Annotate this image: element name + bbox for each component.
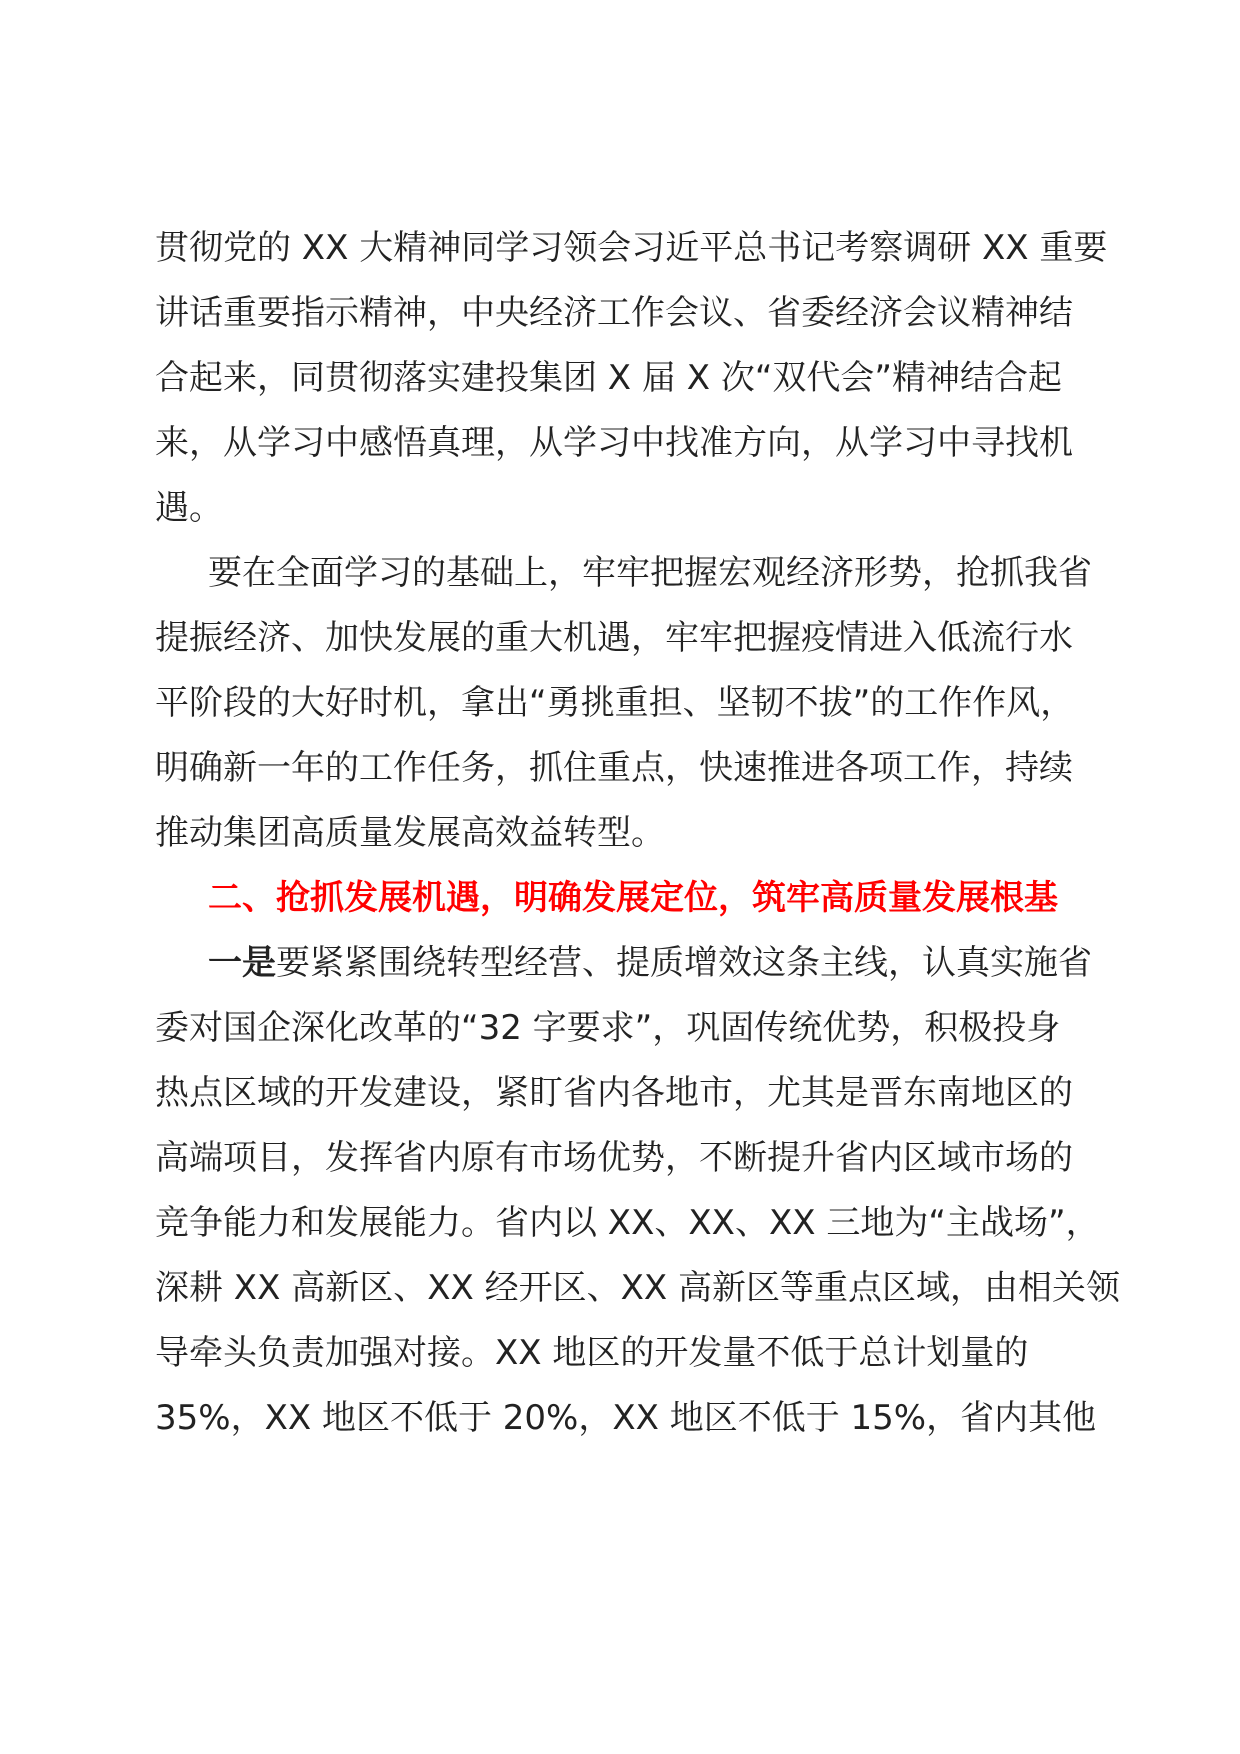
paragraph-line: 提振经济、加快发展的重大机遇，牢牢把握疫情进入低流行水 [155, 618, 1073, 658]
paragraph-line: 35%，XX 地区不低于 20%，XX 地区不低于 15%，省内其他 [155, 1398, 1097, 1438]
paragraph-line: 来，从学习中感悟真理，从学习中找准方向，从学习中寻找机 [155, 423, 1073, 463]
paragraph-line: 深耕 XX 高新区、XX 经开区、XX 高新区等重点区域，由相关领 [155, 1268, 1120, 1308]
section-heading: 二、抢抓发展机遇，明确发展定位，筑牢高质量发展根基 [208, 878, 1058, 918]
paragraph-line: 竞争能力和发展能力。省内以 XX、XX、XX 三地为“主战场”， [155, 1203, 1100, 1243]
paragraph-line: 合起来，同贯彻落实建投集团 X 届 X 次“双代会”精神结合起 [155, 358, 1063, 398]
paragraph-line: 导牵头负责加强对接。XX 地区的开发量不低于总计划量的 [155, 1333, 1029, 1373]
paragraph-2 [155, 541, 1105, 866]
paragraph-line: 遇。 [155, 488, 223, 528]
paragraph-line [155, 931, 1105, 996]
paragraph-line: 推动集团高质量发展高效益转型。 [155, 813, 665, 853]
document-page [155, 216, 1120, 1451]
paragraph-line: 平阶段的大好时机，拿出“勇挑重担、坚韧不拔”的工作作风， [155, 683, 1075, 723]
paragraph-line: 委对国企深化改革的“32 字要求”，巩固传统优势，积极投身 [155, 1008, 1061, 1048]
paragraph-line: 要在全面学习的基础上，牢牢把握宏观经济形势，抢抓我省 [208, 553, 1092, 593]
paragraph-3 [155, 931, 1120, 1451]
paragraph-line: 高端项目，发挥省内原有市场优势，不断提升省内区域市场的 [155, 1138, 1073, 1178]
paragraph-line: 热点区域的开发建设，紧盯省内各地市，尤其是晋东南地区的 [155, 1073, 1073, 1113]
first-line-text: 要紧紧围绕转型经营、提质增效这条主线，认真实施省 [276, 943, 1092, 983]
lead-phrase: 一是 [208, 943, 276, 983]
paragraph-line: 讲话重要指示精神，中央经济工作会议、省委经济会议精神结 [155, 293, 1073, 333]
paragraph-line: 贯彻党的 XX 大精神同学习领会习近平总书记考察调研 XX 重要 [155, 228, 1108, 268]
paragraph-1 [155, 216, 1108, 541]
paragraph-line: 明确新一年的工作任务，抓住重点，快速推进各项工作，持续 [155, 748, 1073, 788]
